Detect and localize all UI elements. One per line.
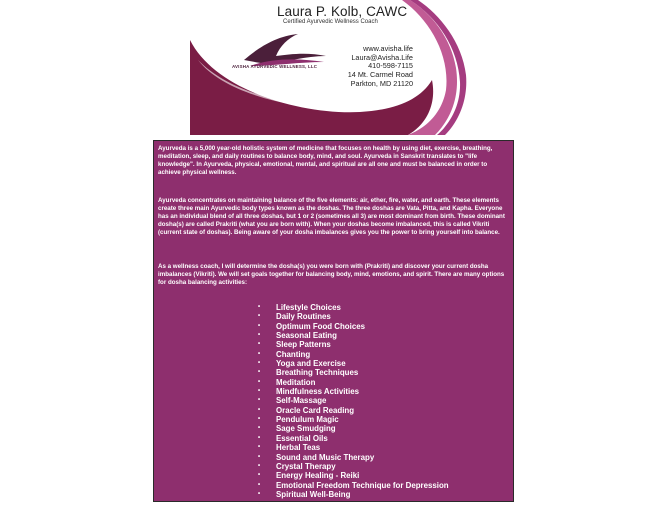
list-item	[258, 490, 449, 499]
doshas-paragraph: Ayurveda concentrates on maintaining balance of the five elements: air, ether, fire, water, and earth. These elements create three main Ayurvedic body types known as the doshas. The three doshas are Vata, Pitta, and Kapha. Everyone has an individual blend of all three doshas, but 1 or 2 (sometimes all 3) are most dominant from birth. These dominant dosha(s) are called Prakriti (what you are born with). When your doshas become imbalanced, this is called Vikriti (current state of doshas). Being aware of your dosha imbalances gives you the power to bring yourself into balance.	[158, 197, 505, 236]
list-item	[258, 443, 449, 452]
list-item	[258, 453, 449, 462]
list-item	[258, 424, 449, 433]
business-card	[0, 0, 672, 135]
list-item	[258, 434, 449, 443]
bullet-icon: •	[258, 416, 261, 423]
bullet-icon: •	[258, 332, 261, 339]
list-item-label: Seasonal Eating	[276, 331, 337, 341]
list-item-label: Crystal Therapy	[276, 461, 336, 471]
list-item-label: Optimum Food Choices	[276, 321, 365, 331]
bullet-icon: •	[258, 434, 261, 441]
contact-street: 14 Mt. Carmel Road	[347, 70, 413, 80]
list-item	[258, 462, 449, 471]
list-item	[258, 303, 449, 312]
bullet-icon: •	[258, 369, 261, 376]
coach-name: Laura P. Kolb, CAWC	[277, 4, 408, 19]
bullet-icon: •	[258, 378, 261, 385]
list-item-label: Meditation	[276, 377, 316, 387]
list-item	[258, 406, 449, 415]
contact-website[interactable]: www.avisha.life	[363, 44, 413, 53]
list-item-label: Oracle Card Reading	[276, 405, 355, 415]
list-item-label: Self-Massage	[276, 396, 327, 406]
list-item-label: Sleep Patterns	[276, 340, 331, 350]
bullet-icon: •	[258, 425, 261, 432]
list-item	[258, 378, 449, 387]
bullet-icon: •	[258, 313, 261, 320]
contact-email[interactable]: Laura@Avisha.Life	[351, 52, 413, 62]
bullet-icon: •	[258, 453, 261, 460]
list-item-label: Herbal Teas	[276, 443, 321, 453]
list-item	[258, 415, 449, 424]
list-item-label: Mindfulness Activities	[276, 387, 360, 397]
bullet-icon: •	[258, 472, 261, 479]
list-item-label: Daily Routines	[276, 312, 331, 322]
list-item-label: Breathing Techniques	[276, 368, 359, 378]
bullet-icon: •	[258, 444, 261, 451]
list-item-label: Essential Oils	[276, 433, 328, 443]
bullet-icon: •	[258, 304, 261, 310]
contact-phone: 410-598-7115	[368, 61, 413, 71]
bullet-icon: •	[258, 341, 261, 348]
bullet-icon: •	[258, 322, 261, 329]
intro-paragraph: Ayurveda is a 5,000 year-old holistic system of medicine that focuses on health by using diet, exercise, breathing, meditation, sleep, and daily routines to balance body, mind, and soul. Ayurveda in Sanskrit translates to "life knowledge". In Ayurveda, physical, emotional, mental, and spiritual are all one and must be balanced in order to achieve physical wellness.	[158, 145, 493, 176]
coach-credential: Certified Ayurvedic Wellness Coach	[283, 19, 378, 25]
bullet-icon: •	[258, 360, 261, 367]
contact-block	[348, 45, 413, 89]
list-item	[258, 331, 449, 340]
bullet-icon: •	[258, 397, 261, 404]
list-item	[258, 340, 449, 349]
bullet-icon: •	[258, 490, 261, 497]
bullet-icon: •	[258, 481, 261, 488]
list-item	[258, 396, 449, 405]
list-item-label: Spiritual Well-Being	[276, 489, 351, 499]
logo-wordmark: AVISHA AYURVEDIC WELLNESS, LLC	[232, 64, 318, 69]
ayurveda-info-panel	[153, 140, 514, 502]
list-item	[258, 312, 449, 321]
list-item	[258, 368, 449, 377]
list-item	[258, 359, 449, 368]
list-item-label: Pendulum Magic	[276, 415, 339, 425]
list-item-label: Sound and Music Therapy	[276, 452, 375, 462]
list-item	[258, 471, 449, 480]
list-item	[258, 481, 449, 490]
bullet-icon: •	[258, 350, 261, 357]
list-item-label: Yoga and Exercise	[276, 359, 346, 369]
list-item-label: Emotional Freedom Technique for Depression	[276, 480, 449, 490]
bullet-icon: •	[258, 388, 261, 395]
list-item	[258, 350, 449, 359]
activity-list	[258, 303, 449, 499]
list-item	[258, 322, 449, 331]
coaching-paragraph: As a wellness coach, I will determine the dosha(s) you were born with (Prakriti) and discover your current dosha imbalances (Vikriti). We will set goals together for balancing body, mind, emotions, and spirit. There are many options for dosha balancing activities:	[158, 263, 505, 286]
list-item-label: Energy Healing - Reiki	[276, 471, 360, 481]
bullet-icon: •	[258, 406, 261, 413]
list-item-label: Lifestyle Choices	[276, 303, 341, 312]
bullet-icon: •	[258, 462, 261, 469]
contact-city: Parkton, MD 21120	[350, 78, 413, 88]
list-item-label: Chanting	[276, 349, 311, 359]
list-item	[258, 387, 449, 396]
list-item-label: Sage Smudging	[276, 424, 336, 434]
